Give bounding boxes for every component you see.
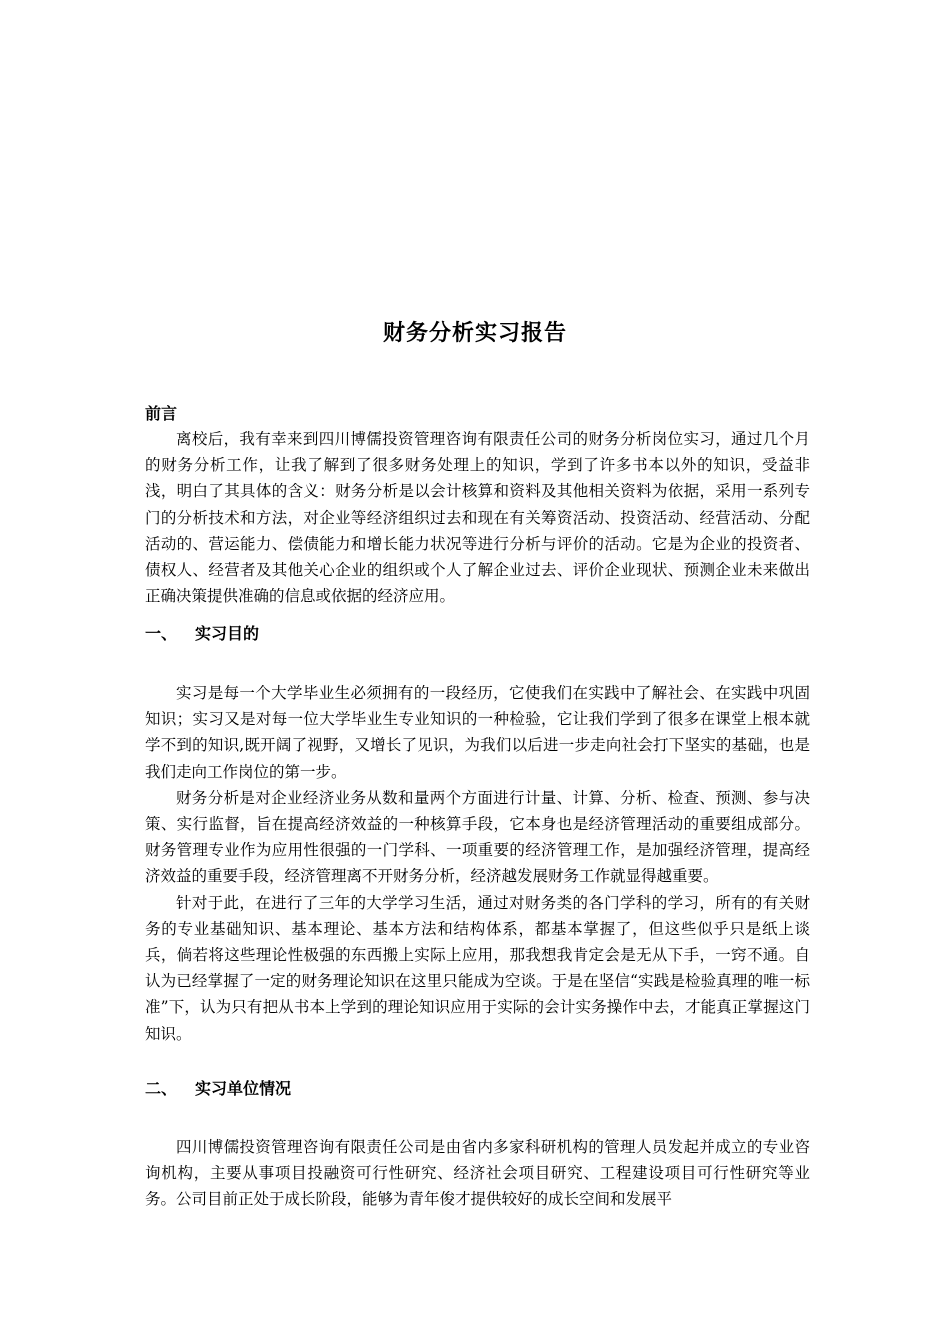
preface-paragraph: 离校后，我有幸来到四川博儒投资管理咨询有限责任公司的财务分析岗位实习，通过几个月的财务分析工作，让我了解到了很多财务处理上的知识，学到了许多书本以外的知识，受益非浅，明白了其具体的含义：财务分析是以会计核算和资料及其他相关资料为依据，采用一系列专门的分析技术和方法，对企业等经济组织过去和现在有关筹资活动、投资活动、经营活动、分配活动的、营运能力、偿债能力和增长能力状况等进行分析与评价的活动。它是为企业的投资者、债权人、经营者及其他关心企业的组织或个人了解企业过去、评价企业现状、预测企业未来做出正确决策提供准确的信息或依据的经济应用。 xyxy=(145,430,810,606)
section-1-title: 实习目的 xyxy=(195,624,260,643)
preface-body xyxy=(145,426,810,609)
section-1-paragraph: 针对于此，在进行了三年的大学学习生活，通过对财务类的各门学科的学习，所有的有关财务的专业基础知识、基本理论、基本方法和结构体系，都基本掌握了，但这些似乎只是纸上谈兵，倘若将这些理论性极强的东西搬上实际上应用，那我想我肯定会是无从下手，一窍不通。自认为已经掌握了一定的财务理论知识在这里只能成为空谈。于是在坚信“实践是检验真理的唯一标准”下，认为只有把从书本上学到的理论知识应用于实际的会计实务操作中去，才能真正掌握这门知识。 xyxy=(145,893,810,1043)
section-1-body xyxy=(145,680,810,1047)
section-1-number: 一、 xyxy=(145,624,178,643)
section-1-heading xyxy=(145,622,259,646)
section-1-paragraph: 实习是每一个大学毕业生必须拥有的一段经历，它使我们在实践中了解社会、在实践中巩固知识；实习又是对每一位大学毕业生专业知识的一种检验，它让我们学到了很多在课堂上根本就学不到的知识,既开阔了视野，又增长了见识，为我们以后进一步走向社会打下坚实的基础，也是我们走向工作岗位的第一步。 xyxy=(145,684,810,781)
preface-heading: 前言 xyxy=(145,404,178,423)
section-2-number: 二、 xyxy=(145,1079,178,1098)
section-2-heading xyxy=(145,1077,291,1101)
document-title: 财务分析实习报告 xyxy=(382,321,567,346)
section-2-paragraph: 四川博儒投资管理咨询有限责任公司是由省内多家科研机构的管理人员发起并成立的专业咨询机构，主要从事项目投融资可行性研究、经济社会项目研究、工程建设项目可行性研究等业务。公司目前正处于成长阶段，能够为青年俊才提供较好的成长空间和发展平 xyxy=(145,1138,810,1209)
section-1-paragraph: 财务分析是对企业经济业务从数和量两个方面进行计量、计算、分析、检查、预测、参与决策、实行监督，旨在提高经济效益的一种核算手段，它本身也是经济管理活动的重要组成部分。财务管理专业作为应用性很强的一门学科、一项重要的经济管理工作，是加强经济管理，提高经济效益的重要手段，经济管理离不开财务分析，经济越发展财务工作就显得越重要。 xyxy=(145,788,810,886)
section-2-body xyxy=(145,1134,810,1213)
section-2-title: 实习单位情况 xyxy=(195,1079,292,1098)
